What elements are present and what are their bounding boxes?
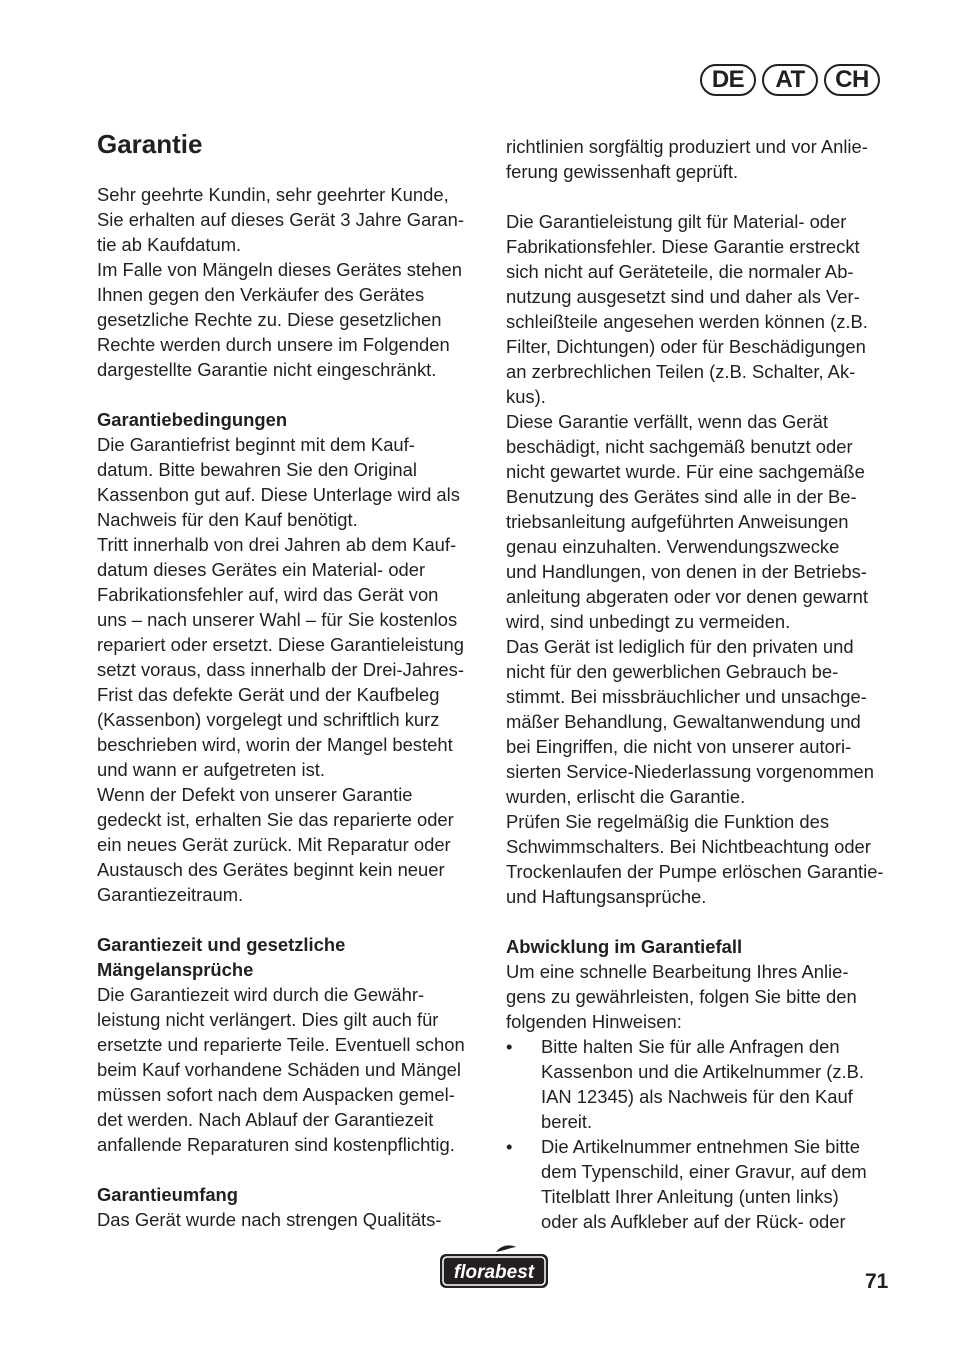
section-heading: Garantieumfang — [97, 1184, 239, 1205]
text-line: Kassenbon und die Artikelnummer (z.B. — [541, 1061, 865, 1082]
text-line: Das Gerät wurde nach strengen Qualitäts- — [97, 1209, 442, 1230]
paragraph-block — [506, 209, 901, 909]
text-line: Benutzung des Gerätes sind alle in der Be- — [506, 486, 857, 507]
text-line: beschrieben wird, worin der Mangel besteht — [97, 734, 453, 755]
logo-text: florabest — [453, 1262, 535, 1283]
page-title: Garantie — [97, 129, 203, 159]
text-line: Die Garantiefrist beginnt mit dem Kauf- — [97, 434, 415, 455]
section-heading: Abwicklung im Garantiefall — [506, 936, 743, 957]
leaf-icon — [496, 1245, 516, 1252]
text-line: richtlinien sorgfältig produziert und vor Anlie- — [506, 136, 868, 157]
text-line: Bitte halten Sie für alle Anfragen den — [541, 1036, 840, 1057]
text-line: Tritt innerhalb von drei Jahren ab dem Kauf- — [97, 534, 457, 555]
text-line: anleitung abgeraten oder vor denen gewarnt — [506, 586, 868, 607]
text-line: mäßer Behandlung, Gewaltanwendung und — [506, 711, 861, 732]
text-line: Sie erhalten auf dieses Gerät 3 Jahre Garan- — [97, 209, 464, 230]
text-line: nicht für den gewerblichen Gebrauch be- — [506, 661, 839, 682]
paragraph-block — [506, 134, 901, 184]
text-line: stimmt. Bei missbräuchlicher und unsachge- — [506, 686, 867, 707]
text-line: repariert oder ersetzt. Diese Garantieleistung — [97, 634, 464, 655]
text-line: wurden, erlischt die Garantie. — [506, 786, 746, 807]
text-line: (Kassenbon) vorgelegt und schriftlich kurz — [97, 709, 440, 730]
text-line: tie ab Kaufdatum. — [97, 234, 242, 255]
text-line: sich nicht auf Geräteteile, die normaler Ab- — [506, 261, 854, 282]
claim-section — [506, 934, 901, 1234]
text-line: oder als Aufkleber auf der Rück- oder — [541, 1211, 846, 1232]
text-line: folgenden Hinweisen: — [506, 1011, 682, 1032]
text-line: an zerbrechlichen Teilen (z.B. Schalter, Ak- — [506, 361, 856, 382]
text-line: Wenn der Defekt von unserer Garantie — [97, 784, 413, 805]
text-line: Fabrikationsfehler. Diese Garantie erstreckt — [506, 236, 860, 257]
spacer — [97, 157, 492, 182]
text-line: dargestellte Garantie nicht eingeschränkt. — [97, 359, 437, 380]
section — [97, 407, 492, 907]
text-line: beim Kauf vorhandene Schäden und Mängel — [97, 1059, 461, 1080]
bullet-icon: • — [506, 1036, 513, 1057]
text-line: det werden. Nach Ablauf der Garantiezeit — [97, 1109, 434, 1130]
bullet-item — [506, 1134, 901, 1234]
text-line: kus). — [506, 386, 546, 407]
text-line: beschädigt, nicht sachgemäß benutzt oder — [506, 436, 853, 457]
text-line: leistung nicht verlängert. Dies gilt auch für — [97, 1009, 439, 1030]
text-line: gedeckt ist, erhalten Sie das reparierte oder — [97, 809, 454, 830]
text-line: Kassenbon gut auf. Diese Unterlage wird als — [97, 484, 460, 505]
text-line: gens zu gewährleisten, folgen Sie bitte den — [506, 986, 857, 1007]
text-line: Die Artikelnummer entnehmen Sie bitte — [541, 1136, 860, 1157]
text-line: Die Garantieleistung gilt für Material- oder — [506, 211, 847, 232]
text-line: und Haftungsansprüche. — [506, 886, 707, 907]
right-column — [506, 134, 901, 1234]
text-line: ein neues Gerät zurück. Mit Reparatur oder — [97, 834, 451, 855]
text-line: Um eine schnelle Bearbeitung Ihres Anlie- — [506, 961, 849, 982]
spacer — [97, 1157, 492, 1182]
section-heading: Mängelansprüche — [97, 959, 254, 980]
text-line: nutzung ausgesetzt sind und daher als Ver- — [506, 286, 860, 307]
text-line: Austausch des Gerätes beginnt kein neuer — [97, 859, 445, 880]
left-column — [97, 129, 492, 1232]
text-line: bei Eingriffen, die nicht von unserer autori- — [506, 736, 852, 757]
text-line: datum. Bitte bewahren Sie den Original — [97, 459, 417, 480]
text-line: Nachweis für den Kauf benötigt. — [97, 509, 358, 530]
text-line: müssen sofort nach dem Auspacken gemel- — [97, 1084, 455, 1105]
text-line: Fabrikationsfehler auf, wird das Gerät von — [97, 584, 439, 605]
text-line: setzt voraus, dass innerhalb der Drei-Jahres- — [97, 659, 464, 680]
text-line: Sehr geehrte Kundin, sehr geehrter Kunde, — [97, 184, 449, 205]
text-line: Die Garantiezeit wird durch die Gewähr- — [97, 984, 425, 1005]
text-line: gesetzliche Rechte zu. Diese gesetzlichen — [97, 309, 442, 330]
page-number: 71 — [865, 1270, 889, 1293]
text-line: wird, sind unbedingt zu vermeiden. — [506, 611, 791, 632]
text-line: und wann er aufgetreten ist. — [97, 759, 325, 780]
section — [97, 932, 492, 1157]
country-badges — [700, 64, 880, 96]
section — [97, 1182, 492, 1232]
text-line: Rechte werden durch unsere im Folgenden — [97, 334, 450, 355]
text-line: schleißteile angesehen werden können (z.B. — [506, 311, 868, 332]
text-line: Prüfen Sie regelmäßig die Funktion des — [506, 811, 830, 832]
text-line: Trockenlaufen der Pumpe erlöschen Garantie- — [506, 861, 884, 882]
section-heading: Garantiezeit und gesetzliche — [97, 934, 346, 955]
text-line: Das Gerät ist lediglich für den privaten und — [506, 636, 854, 657]
text-line: triebsanleitung aufgeführten Anweisungen — [506, 511, 849, 532]
text-line: Ihnen gegen den Verkäufer des Gerätes — [97, 284, 425, 305]
intro-paragraph — [97, 182, 492, 382]
text-line: Frist das defekte Gerät und der Kaufbeleg — [97, 684, 440, 705]
spacer — [97, 907, 492, 932]
text-line: Filter, Dichtungen) oder für Beschädigungen — [506, 336, 866, 357]
text-line: dem Typenschild, einer Gravur, auf dem — [541, 1161, 867, 1182]
country-badge-at: AT — [762, 64, 818, 96]
bullet-icon: • — [506, 1136, 513, 1157]
spacer — [506, 184, 901, 209]
text-line: Schwimmschalters. Bei Nichtbeachtung oder — [506, 836, 871, 857]
text-line: anfallende Reparaturen sind kostenpflichtig. — [97, 1134, 455, 1155]
spacer — [97, 382, 492, 407]
text-line: Im Falle von Mängeln dieses Gerätes stehen — [97, 259, 462, 280]
text-line: ersetzte und reparierte Teile. Eventuell schon — [97, 1034, 465, 1055]
text-line: Garantiezeitraum. — [97, 884, 244, 905]
text-line: IAN 12345) als Nachweis für den Kauf — [541, 1086, 853, 1107]
country-badge-de: DE — [700, 64, 756, 96]
text-line: datum dieses Gerätes ein Material- oder — [97, 559, 426, 580]
text-line: bereit. — [541, 1111, 593, 1132]
section-heading: Garantiebedingungen — [97, 409, 288, 430]
text-line: uns – nach unserer Wahl – für Sie kostenlos — [97, 609, 458, 630]
bullet-item — [506, 1034, 901, 1134]
text-line: ferung gewissenhaft geprüft. — [506, 161, 739, 182]
text-line: sierten Service-Niederlassung vorgenommen — [506, 761, 874, 782]
country-badge-ch: CH — [824, 64, 880, 96]
text-line: und Handlungen, von denen in der Betriebs- — [506, 561, 867, 582]
text-line: Diese Garantie verfällt, wenn das Gerät — [506, 411, 828, 432]
text-line: Titelblatt Ihrer Anleitung (unten links) — [541, 1186, 839, 1207]
florabest-logo — [438, 1244, 550, 1297]
spacer — [506, 909, 901, 934]
text-line: nicht gewartet wurde. Für eine sachgemäße — [506, 461, 865, 482]
text-line: genau einzuhalten. Verwendungszwecke — [506, 536, 840, 557]
